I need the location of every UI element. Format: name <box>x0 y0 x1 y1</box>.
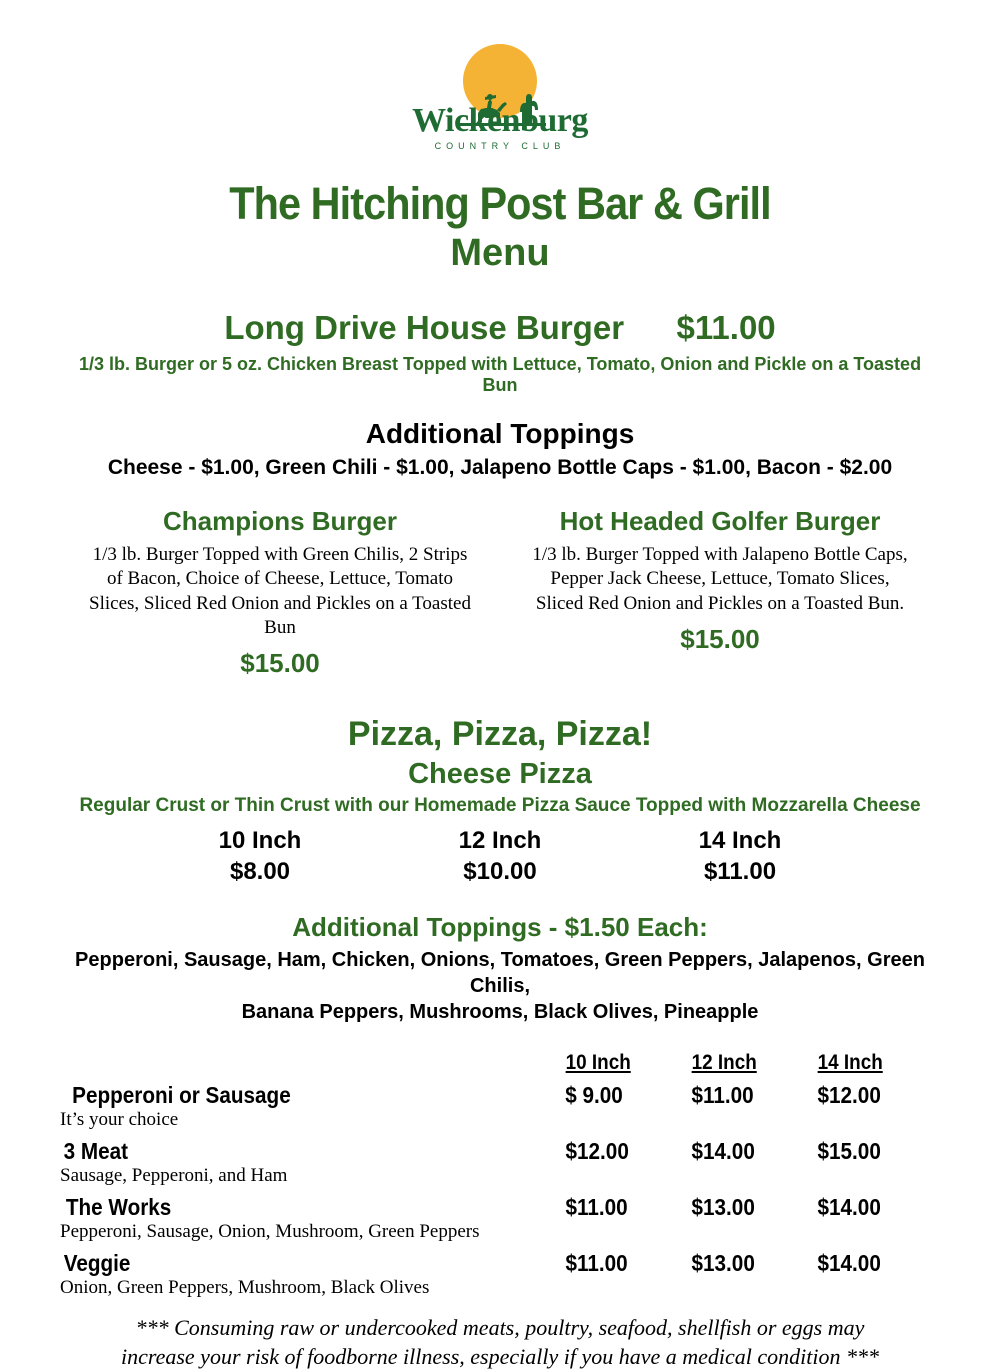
hot-headed-title-row <box>500 506 940 537</box>
row-3-price-14: $14.00 <box>817 1250 881 1277</box>
table-row <box>60 1131 940 1165</box>
row-3-price-14-cell <box>814 1243 940 1277</box>
specialty-burgers <box>60 506 940 679</box>
cheese-pizza-title-row <box>60 758 940 791</box>
row-3-price-10-cell <box>562 1243 688 1277</box>
row-0-name: Pepperoni or Sausage <box>72 1082 291 1109</box>
table-header-14-label: 14 Inch <box>817 1051 883 1075</box>
row-1-sub-pad-3 <box>814 1165 940 1187</box>
burger-toppings-list-row <box>60 455 940 480</box>
burger-toppings-list: Cheese - $1.00, Green Chili - $1.00, Jalapeno Bottle Caps - $1.00, Bacon - $2.00 <box>107 456 893 479</box>
row-0-sub-pad-1 <box>562 1109 688 1131</box>
row-2-price-10: $11.00 <box>565 1194 628 1221</box>
row-2-price-10-cell <box>562 1187 688 1221</box>
row-2-name-cell <box>60 1187 562 1221</box>
cheese-price-12: $10.00 <box>463 858 537 886</box>
row-0-price-10: $ 9.00 <box>565 1082 623 1109</box>
pizza-toppings-heading: Additional Toppings - $1.50 Each: <box>292 912 708 943</box>
burger-card-champions <box>60 506 500 679</box>
row-0-sub-pad-3 <box>814 1109 940 1131</box>
size-header-14 <box>620 827 860 855</box>
cheese-price-14-cell <box>620 858 860 886</box>
house-burger-price: $11.00 <box>676 309 776 346</box>
row-2-sub-pad-3 <box>814 1221 940 1243</box>
row-2-sub: Pepperoni, Sausage, Onion, Mushroom, Green Peppers <box>60 1221 480 1243</box>
row-3-sub-pad-2 <box>688 1277 814 1299</box>
size-header-12 <box>380 827 620 855</box>
row-0-price-14: $12.00 <box>817 1082 881 1109</box>
row-0-name-cell <box>60 1075 562 1109</box>
row-3-sub-pad-1 <box>562 1277 688 1299</box>
burger-toppings-heading: Additional Toppings <box>365 418 635 449</box>
house-burger-description-text: 1/3 lb. Burger or 5 oz. Chicken Breast Topped with Lettuce, Tomato, Onion and Pickle on a Toasted Bun <box>78 354 922 395</box>
logo-container <box>60 0 940 162</box>
house-burger-name: Long Drive House Burger <box>224 309 625 346</box>
size-label-12: 12 Inch <box>458 827 542 855</box>
cheese-price-10: $8.00 <box>229 858 291 886</box>
row-1-sub: Sausage, Pepperoni, and Ham <box>60 1165 288 1187</box>
table-row <box>60 1075 940 1109</box>
row-0-price-10-cell <box>562 1075 688 1109</box>
cheese-pizza-title: Cheese Pizza <box>408 758 592 791</box>
row-0-price-14-cell <box>814 1075 940 1109</box>
champions-title-row <box>60 506 500 537</box>
row-2-price-12-cell <box>688 1187 814 1221</box>
table-header-12 <box>688 1051 814 1075</box>
pizza-toppings-line1: Pepperoni, Sausage, Ham, Chicken, Onions, Tomatoes, Green Peppers, Jalapenos, Green Chilis, <box>75 949 925 998</box>
pizza-section-title: Pizza, Pizza, Pizza! <box>347 715 653 754</box>
champions-price-row <box>60 648 500 679</box>
row-3-price-12-cell <box>688 1243 814 1277</box>
champions-name: Champions Burger <box>162 506 398 536</box>
table-header-row <box>60 1051 940 1075</box>
cheese-price-12-cell <box>380 858 620 886</box>
wickenburg-logo <box>400 42 600 162</box>
row-1-sub-pad-1 <box>562 1165 688 1187</box>
row-0-price-12: $11.00 <box>691 1082 754 1109</box>
row-3-price-10: $11.00 <box>565 1250 628 1277</box>
burger-card-hot-headed-golfer <box>500 506 940 679</box>
table-header-10-label: 10 Inch <box>565 1051 631 1075</box>
row-1-sub-pad-2 <box>688 1165 814 1187</box>
row-2-price-14-cell <box>814 1187 940 1221</box>
cheese-pizza-description: Regular Crust or Thin Crust with our Homemade Pizza Sauce Topped with Mozzarella Cheese <box>79 795 921 817</box>
table-row-sub <box>60 1221 940 1243</box>
pizza-toppings-line2: Banana Peppers, Mushrooms, Black Olives, Pineapple <box>241 1001 759 1024</box>
page-title: The Hitching Post Bar & Grill <box>229 178 771 229</box>
row-2-sub-pad-2 <box>688 1221 814 1243</box>
hot-headed-description: 1/3 lb. Burger Topped with Jalapeno Bottle Caps, Pepper Jack Cheese, Lettuce, Tomato Slices, Sliced Red Onion and Pickles on a Toasted Bun. <box>532 544 908 614</box>
table-row-sub <box>60 1109 940 1131</box>
cheese-pizza-price-row <box>60 858 940 886</box>
row-0-sub: It’s your choice <box>60 1109 179 1131</box>
logo-tagline-text: COUNTRY CLUB <box>434 141 566 151</box>
page-subtitle: Menu <box>450 232 550 274</box>
row-1-price-12-cell <box>688 1131 814 1165</box>
row-1-price-14: $15.00 <box>817 1138 881 1165</box>
row-2-price-14: $14.00 <box>817 1194 881 1221</box>
table-header-blank <box>60 1051 562 1075</box>
row-3-name-cell <box>60 1243 562 1277</box>
table-row <box>60 1243 940 1277</box>
pizza-toppings-heading-row <box>60 912 940 943</box>
row-3-sub: Onion, Green Peppers, Mushroom, Black Olives <box>60 1277 430 1299</box>
size-header-10 <box>140 827 380 855</box>
table-row-sub <box>60 1277 940 1299</box>
row-3-sub-pad-3 <box>814 1277 940 1299</box>
row-1-price-14-cell <box>814 1131 940 1165</box>
cheese-price-14: $11.00 <box>703 858 777 886</box>
hot-headed-name: Hot Headed Golfer Burger <box>559 506 881 536</box>
cheese-pizza-description-row <box>60 795 940 817</box>
champions-price: $15.00 <box>240 648 320 679</box>
pizza-section-title-row <box>60 715 940 754</box>
row-1-price-12: $14.00 <box>691 1138 755 1165</box>
cheese-price-10-cell <box>140 858 380 886</box>
cheese-pizza-size-row <box>60 827 940 855</box>
row-2-name: The Works <box>65 1194 172 1221</box>
table-header-12-label: 12 Inch <box>691 1051 757 1075</box>
row-0-sub-pad-2 <box>688 1109 814 1131</box>
row-0-price-12-cell <box>688 1075 814 1109</box>
logo-brand-text: Wickenburg <box>412 102 588 139</box>
row-1-price-10: $12.00 <box>565 1138 629 1165</box>
disclaimer-line-2: increase your risk of foodborne illness, especially if you have a medical condition *** <box>120 1344 880 1370</box>
hot-headed-price: $15.00 <box>680 623 760 654</box>
size-label-14: 14 Inch <box>698 827 782 855</box>
table-header-10 <box>562 1051 688 1075</box>
row-1-price-10-cell <box>562 1131 688 1165</box>
specialty-pizza-table <box>60 1051 940 1299</box>
row-1-name-cell <box>60 1131 562 1165</box>
row-3-name: Veggie <box>63 1250 131 1277</box>
champions-description: 1/3 lb. Burger Topped with Green Chilis, 2 Strips of Bacon, Choice of Cheese, Lettuce, Tomato Slices, Sliced Red Onion and Pickles on a Toasted Bun <box>89 544 471 638</box>
house-burger-description <box>60 354 940 396</box>
row-2-sub-pad-1 <box>562 1221 688 1243</box>
disclaimer-line-1: *** Consuming raw or undercooked meats, poultry, seafood, shellfish or eggs may <box>135 1315 865 1341</box>
row-2-price-12: $13.00 <box>691 1194 755 1221</box>
table-header-14 <box>814 1051 940 1075</box>
pizza-toppings-line2-row <box>60 999 940 1025</box>
table-row <box>60 1187 940 1221</box>
hot-headed-price-row <box>500 624 940 655</box>
table-row-sub <box>60 1165 940 1187</box>
size-label-10: 10 Inch <box>218 827 302 855</box>
row-3-price-12: $13.00 <box>691 1250 755 1277</box>
burger-toppings-heading-row <box>60 418 940 451</box>
pizza-toppings-line1-row <box>60 947 940 999</box>
disclaimer <box>60 1313 940 1371</box>
row-1-name: 3 Meat <box>63 1138 129 1165</box>
house-burger-row <box>60 309 940 348</box>
